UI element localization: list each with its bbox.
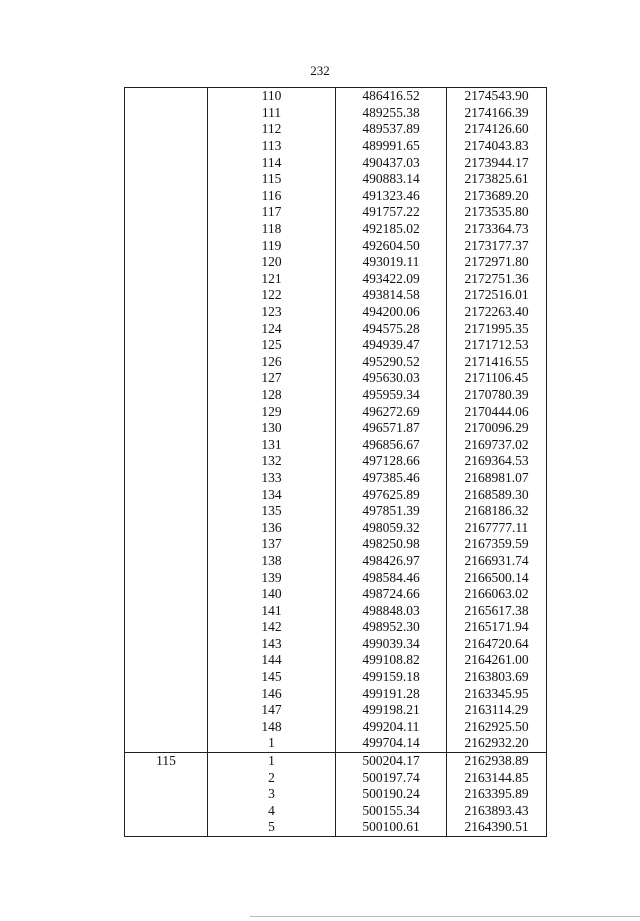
parcel-cell [125,685,208,702]
table-row [125,685,547,702]
point-number-cell: 117 [208,204,336,221]
y-coordinate-cell: 2162938.89 [447,752,547,769]
table-row [125,436,547,453]
point-number-cell: 118 [208,221,336,238]
y-coordinate-cell: 2163893.43 [447,803,547,820]
y-coordinate-cell: 2170780.39 [447,387,547,404]
table-row [125,486,547,503]
y-coordinate-cell: 2162932.20 [447,735,547,752]
x-coordinate-cell: 494575.28 [336,320,447,337]
y-coordinate-cell: 2166063.02 [447,586,547,603]
table-row [125,819,547,836]
y-coordinate-cell: 2171106.45 [447,370,547,387]
point-number-cell: 3 [208,786,336,803]
y-coordinate-cell: 2172971.80 [447,254,547,271]
y-coordinate-cell: 2165171.94 [447,619,547,636]
table-row [125,337,547,354]
x-coordinate-cell: 496856.67 [336,436,447,453]
parcel-cell [125,105,208,122]
parcel-cell [125,453,208,470]
table-row [125,370,547,387]
point-number-cell: 123 [208,304,336,321]
x-coordinate-cell: 493019.11 [336,254,447,271]
point-number-cell: 130 [208,420,336,437]
x-coordinate-cell: 498059.32 [336,519,447,536]
y-coordinate-cell: 2167777.11 [447,519,547,536]
parcel-cell [125,819,208,836]
y-coordinate-cell: 2173944.17 [447,154,547,171]
parcel-cell [125,121,208,138]
x-coordinate-cell: 496272.69 [336,403,447,420]
point-number-cell: 141 [208,602,336,619]
bottom-rule [250,916,640,917]
x-coordinate-cell: 498250.98 [336,536,447,553]
y-coordinate-cell: 2164390.51 [447,819,547,836]
table-row [125,188,547,205]
y-coordinate-cell: 2163395.89 [447,786,547,803]
x-coordinate-cell: 493422.09 [336,271,447,288]
y-coordinate-cell: 2170444.06 [447,403,547,420]
y-coordinate-cell: 2173825.61 [447,171,547,188]
y-coordinate-cell: 2164261.00 [447,652,547,669]
x-coordinate-cell: 493814.58 [336,287,447,304]
y-coordinate-cell: 2163803.69 [447,669,547,686]
y-coordinate-cell: 2171712.53 [447,337,547,354]
point-number-cell: 135 [208,503,336,520]
parcel-cell [125,586,208,603]
table-row [125,569,547,586]
parcel-cell [125,337,208,354]
point-number-cell: 127 [208,370,336,387]
y-coordinate-cell: 2174126.60 [447,121,547,138]
x-coordinate-cell: 499039.34 [336,636,447,653]
x-coordinate-cell: 492185.02 [336,221,447,238]
table-row [125,254,547,271]
point-number-cell: 126 [208,354,336,371]
x-coordinate-cell: 499191.28 [336,685,447,702]
table-row [125,121,547,138]
x-coordinate-cell: 489255.38 [336,105,447,122]
table-row [125,602,547,619]
x-coordinate-cell: 500204.17 [336,752,447,769]
point-number-cell: 113 [208,138,336,155]
parcel-cell [125,519,208,536]
point-number-cell: 114 [208,154,336,171]
y-coordinate-cell: 2174166.39 [447,105,547,122]
parcel-cell: 115 [125,752,208,769]
x-coordinate-cell: 500197.74 [336,769,447,786]
point-number-cell: 136 [208,519,336,536]
x-coordinate-cell: 495290.52 [336,354,447,371]
x-coordinate-cell: 500100.61 [336,819,447,836]
x-coordinate-cell: 498848.03 [336,602,447,619]
x-coordinate-cell: 498724.66 [336,586,447,603]
parcel-cell [125,271,208,288]
x-coordinate-cell: 489537.89 [336,121,447,138]
parcel-cell [125,287,208,304]
y-coordinate-cell: 2174043.83 [447,138,547,155]
parcel-cell [125,436,208,453]
y-coordinate-cell: 2164720.64 [447,636,547,653]
table-row [125,287,547,304]
x-coordinate-cell: 486416.52 [336,88,447,105]
y-coordinate-cell: 2173535.80 [447,204,547,221]
y-coordinate-cell: 2169737.02 [447,436,547,453]
x-coordinate-cell: 499704.14 [336,735,447,752]
point-number-cell: 110 [208,88,336,105]
point-number-cell: 122 [208,287,336,304]
y-coordinate-cell: 2163345.95 [447,685,547,702]
x-coordinate-cell: 492604.50 [336,237,447,254]
table-row [125,171,547,188]
point-number-cell: 129 [208,403,336,420]
point-number-cell: 134 [208,486,336,503]
table-row [125,420,547,437]
parcel-cell [125,370,208,387]
y-coordinate-cell: 2169364.53 [447,453,547,470]
table-row [125,387,547,404]
parcel-cell [125,221,208,238]
x-coordinate-cell: 499198.21 [336,702,447,719]
point-number-cell: 115 [208,171,336,188]
x-coordinate-cell: 496571.87 [336,420,447,437]
point-number-cell: 121 [208,271,336,288]
parcel-cell [125,786,208,803]
point-number-cell: 131 [208,436,336,453]
parcel-cell [125,354,208,371]
y-coordinate-cell: 2173364.73 [447,221,547,238]
table-row [125,636,547,653]
x-coordinate-cell: 500155.34 [336,803,447,820]
x-coordinate-cell: 499159.18 [336,669,447,686]
y-coordinate-cell: 2168186.32 [447,503,547,520]
page-number: 232 [310,63,330,78]
parcel-cell [125,88,208,105]
point-number-cell: 133 [208,470,336,487]
y-coordinate-cell: 2171995.35 [447,320,547,337]
x-coordinate-cell: 499204.11 [336,719,447,736]
parcel-cell [125,702,208,719]
point-number-cell: 112 [208,121,336,138]
parcel-cell [125,636,208,653]
x-coordinate-cell: 500190.24 [336,786,447,803]
point-number-cell: 137 [208,536,336,553]
parcel-cell [125,204,208,221]
table-row [125,204,547,221]
table-row [125,769,547,786]
table-row [125,453,547,470]
table-row [125,354,547,371]
table-row [125,519,547,536]
table-row [125,503,547,520]
parcel-cell [125,486,208,503]
x-coordinate-cell: 497851.39 [336,503,447,520]
x-coordinate-cell: 494939.47 [336,337,447,354]
y-coordinate-cell: 2172516.01 [447,287,547,304]
parcel-cell [125,470,208,487]
table-row [125,237,547,254]
point-number-cell: 2 [208,769,336,786]
point-number-cell: 143 [208,636,336,653]
parcel-cell [125,553,208,570]
y-coordinate-cell: 2170096.29 [447,420,547,437]
x-coordinate-cell: 497625.89 [336,486,447,503]
table-row [125,702,547,719]
parcel-cell [125,669,208,686]
x-coordinate-cell: 499108.82 [336,652,447,669]
parcel-cell [125,536,208,553]
point-number-cell: 138 [208,553,336,570]
y-coordinate-cell: 2174543.90 [447,88,547,105]
point-number-cell: 139 [208,569,336,586]
y-coordinate-cell: 2168981.07 [447,470,547,487]
point-number-cell: 147 [208,702,336,719]
point-number-cell: 132 [208,453,336,470]
table-row [125,470,547,487]
x-coordinate-cell: 491757.22 [336,204,447,221]
x-coordinate-cell: 490437.03 [336,154,447,171]
y-coordinate-cell: 2163114.29 [447,702,547,719]
y-coordinate-cell: 2173689.20 [447,188,547,205]
table-row [125,586,547,603]
parcel-cell [125,138,208,155]
parcel-cell [125,154,208,171]
table-row [125,536,547,553]
table-row [125,271,547,288]
parcel-cell [125,387,208,404]
point-number-cell: 144 [208,652,336,669]
table-row [125,735,547,752]
point-number-cell: 4 [208,803,336,820]
parcel-cell [125,188,208,205]
parcel-cell [125,503,208,520]
point-number-cell: 124 [208,320,336,337]
y-coordinate-cell: 2172263.40 [447,304,547,321]
table-row [125,619,547,636]
y-coordinate-cell: 2165617.38 [447,602,547,619]
parcel-cell [125,569,208,586]
y-coordinate-cell: 2166931.74 [447,553,547,570]
point-number-cell: 116 [208,188,336,205]
table-row [125,553,547,570]
y-coordinate-cell: 2173177.37 [447,237,547,254]
x-coordinate-cell: 495630.03 [336,370,447,387]
parcel-cell [125,237,208,254]
x-coordinate-cell: 498426.97 [336,553,447,570]
x-coordinate-cell: 497385.46 [336,470,447,487]
y-coordinate-cell: 2166500.14 [447,569,547,586]
y-coordinate-cell: 2168589.30 [447,486,547,503]
parcel-cell [125,171,208,188]
table-row [125,403,547,420]
point-number-cell: 140 [208,586,336,603]
parcel-cell [125,619,208,636]
y-coordinate-cell: 2162925.50 [447,719,547,736]
table-row [125,88,547,105]
table-row [125,752,547,769]
coordinates-table-body [125,88,547,837]
point-number-cell: 148 [208,719,336,736]
x-coordinate-cell: 494200.06 [336,304,447,321]
point-number-cell: 5 [208,819,336,836]
table-row [125,320,547,337]
point-number-cell: 119 [208,237,336,254]
x-coordinate-cell: 497128.66 [336,453,447,470]
table-row [125,719,547,736]
table-row [125,221,547,238]
parcel-cell [125,304,208,321]
point-number-cell: 1 [208,752,336,769]
x-coordinate-cell: 490883.14 [336,171,447,188]
x-coordinate-cell: 498584.46 [336,569,447,586]
table-row [125,786,547,803]
parcel-cell [125,420,208,437]
point-number-cell: 128 [208,387,336,404]
point-number-cell: 125 [208,337,336,354]
coordinates-table [124,87,547,837]
x-coordinate-cell: 491323.46 [336,188,447,205]
y-coordinate-cell: 2172751.36 [447,271,547,288]
parcel-cell [125,320,208,337]
point-number-cell: 145 [208,669,336,686]
y-coordinate-cell: 2171416.55 [447,354,547,371]
table-row [125,138,547,155]
point-number-cell: 146 [208,685,336,702]
y-coordinate-cell: 2163144.85 [447,769,547,786]
table-row [125,304,547,321]
parcel-cell [125,769,208,786]
parcel-cell [125,602,208,619]
parcel-cell [125,652,208,669]
y-coordinate-cell: 2167359.59 [447,536,547,553]
table-row [125,803,547,820]
parcel-cell [125,403,208,420]
point-number-cell: 142 [208,619,336,636]
parcel-cell [125,735,208,752]
table-row [125,669,547,686]
parcel-cell [125,719,208,736]
point-number-cell: 120 [208,254,336,271]
table-row [125,652,547,669]
point-number-cell: 111 [208,105,336,122]
point-number-cell: 1 [208,735,336,752]
parcel-cell [125,254,208,271]
table-row [125,154,547,171]
parcel-cell [125,803,208,820]
x-coordinate-cell: 498952.30 [336,619,447,636]
x-coordinate-cell: 489991.65 [336,138,447,155]
table-row [125,105,547,122]
x-coordinate-cell: 495959.34 [336,387,447,404]
